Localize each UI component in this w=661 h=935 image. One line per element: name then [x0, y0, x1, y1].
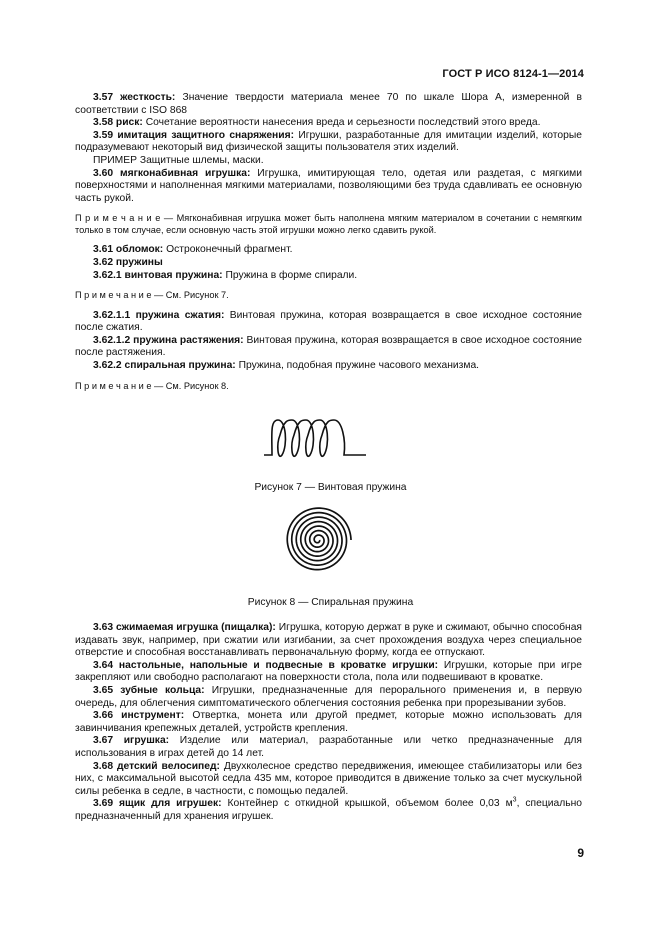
- helical-spring-coil: [264, 420, 366, 456]
- term-definition: Игрушка, имитирующая тело, одетая или раздетая, с мягкими поверхностями и наполненная мягкими материалами, позволяющими без труда сдавливать ее основную часть рукой.: [75, 167, 582, 204]
- term-name: обломок:: [115, 244, 164, 256]
- term-entry: [75, 257, 582, 270]
- term-number: 3.58: [93, 117, 114, 129]
- term-name: игрушка:: [123, 735, 170, 747]
- term-number: 3.62: [93, 256, 114, 268]
- term-name: пружина сжатия:: [135, 309, 225, 321]
- term-number: 3.60: [93, 167, 114, 179]
- term-entry: [75, 798, 582, 823]
- term-name: жесткость:: [120, 92, 176, 103]
- helical-spring-figure: [262, 415, 368, 463]
- term-entry: [75, 685, 582, 710]
- term-name: сжимаемая игрушка (пищалка):: [115, 622, 276, 633]
- figure-8-caption: Рисунок 8 — Спиральная пружина: [247, 597, 414, 608]
- term-entry: [75, 92, 582, 117]
- term-definition: Двухколесное средство передвижения, имеющее стабилизаторы или без них, с максимальной высотой седла 435 мм, которое приводится в движение только за счет мускульной силы ребенка в седле, в частности, с помощью педалей.: [75, 760, 582, 797]
- term-number: 3.69: [93, 798, 114, 810]
- term-name: детский велосипед:: [117, 760, 220, 772]
- note-label: П р и м е ч а н и е: [75, 380, 152, 391]
- superscript: 3: [512, 796, 517, 804]
- term-name: мягконабивная игрушка:: [119, 167, 251, 179]
- term-number: 3.62.2: [93, 360, 122, 371]
- term-entry: [75, 270, 582, 283]
- term-definition: Сочетание вероятности нанесения вреда и серьезности последствий этого вреда.: [145, 117, 541, 129]
- example: ПРИМЕР Защитные шлемы, маски.: [93, 154, 264, 166]
- page-body-lower: [75, 622, 582, 824]
- definition-part: Контейнер с откидной крышкой, объемом более 0,03 м: [227, 798, 513, 810]
- term-definition: Изделие или материал, разработанные или четко предназначенные для использования в играх детей до 14 лет.: [75, 735, 582, 759]
- note: [75, 213, 582, 236]
- page-number: 9: [577, 846, 584, 860]
- term-entry: [75, 761, 582, 799]
- term-number: 3.68: [93, 760, 114, 772]
- term-number: 3.61: [93, 244, 114, 256]
- term-definition: Пружина в форме спирали.: [225, 269, 358, 281]
- term-number: 3.59: [93, 129, 114, 141]
- note-label: П р и м е ч а н и е: [75, 290, 152, 301]
- term-definition: Пружина, подобная пружине часового механизма.: [238, 360, 480, 371]
- term-number: 3.62.1.1: [93, 309, 131, 321]
- page-body: [75, 92, 582, 392]
- note-text: — См. Рисунок 8.: [151, 380, 229, 391]
- note: [75, 290, 582, 302]
- term-name: инструмент:: [121, 710, 185, 722]
- term-number: 3.64: [93, 659, 114, 671]
- term-entry: [75, 130, 582, 155]
- term-definition: Игрушки, которые при игре закрепляют или свободно располагают на поверхности стола, пола или подвешивают в кроватке.: [75, 659, 582, 684]
- term-definition: Значение твердости материала менее 70 по шкале Шора А, измеренной в соответствии с ISO 868: [75, 92, 582, 116]
- term-name: риск:: [115, 117, 143, 129]
- term-definition: Игрушки, предназначенные для перорального применения и, в первую очередь, для облегчения симптоматического облегчения состояния ребенка при прорезывании зубов.: [75, 684, 582, 709]
- note-label: П р и м е ч а н и е: [75, 213, 161, 224]
- term-number: 3.62.1: [93, 269, 122, 281]
- term-number: 3.65: [93, 684, 114, 696]
- term-name: пружины: [115, 256, 163, 268]
- term-name: ящик для игрушек:: [119, 798, 222, 810]
- note: [75, 381, 582, 393]
- term-definition: Игрушка, которую держат в руке и сжимают, обычно способная издавать звук, например, при сжатии или изгибании, за счет прохождения воздуха через специальное отверстие и способная восстанавливать первоначальную форму, когда ее отпускают.: [75, 622, 582, 659]
- term-definition: Отвертка, монета или другой предмет, которые можно использовать для завинчивания крепежных деталей, устройств крепления.: [75, 710, 582, 734]
- term-entry: [75, 660, 582, 685]
- term-definition: Винтовая пружина, которая возвращается в свое исходное состояние после растяжения.: [75, 334, 582, 359]
- term-number: 3.57: [93, 92, 114, 103]
- term-definition: Остроконечный фрагмент.: [166, 244, 293, 256]
- document-code: ГОСТ Р ИСО 8124-1—2014: [442, 68, 584, 80]
- term-entry: [75, 168, 582, 206]
- note-text: — Мягконабивная игрушка может быть наполнена мягким материалом в сочетании с немягким только в том случае, если основную часть этой игрушки можно легко сдавить рукой.: [75, 213, 582, 235]
- term-name: пружина растяжения:: [133, 334, 244, 346]
- term-entry: [75, 360, 582, 373]
- term-number: 3.66: [93, 710, 114, 722]
- term-entry: [75, 117, 582, 130]
- spiral-spring-coil: [287, 508, 351, 570]
- spiral-spring-figure: [282, 504, 354, 576]
- term-entry: [75, 310, 582, 335]
- term-definition: Игрушки, разработанные для имитации изделий, которые подразумевают некоторый вид физической защиты пользователя этих изделий.: [75, 129, 582, 154]
- term-entry: [75, 710, 582, 735]
- term-name: настольные, напольные и подвесные в кроватке игрушки:: [118, 659, 439, 671]
- term-entry: [75, 622, 582, 660]
- term-entry: [75, 735, 582, 760]
- figure-7-caption: Рисунок 7 — Винтовая пружина: [254, 482, 407, 493]
- term-name: зубные кольца:: [120, 684, 205, 696]
- term-name: спиральная пружина:: [124, 360, 236, 371]
- term-name: винтовая пружина:: [124, 269, 223, 281]
- term-entry: [75, 335, 582, 360]
- term-number: 3.67: [93, 735, 114, 747]
- term-number: 3.62.1.2: [93, 334, 131, 346]
- note-text: — См. Рисунок 7.: [151, 290, 229, 301]
- term-definition: Винтовая пружина, которая возвращается в свое исходное состояние после сжатия.: [75, 309, 582, 334]
- term-name: имитация защитного снаряжения:: [117, 129, 295, 141]
- term-number: 3.63: [93, 622, 114, 633]
- term-entry: [75, 244, 582, 257]
- definition-part: , специально предназначенный для хранения игрушек.: [75, 798, 582, 822]
